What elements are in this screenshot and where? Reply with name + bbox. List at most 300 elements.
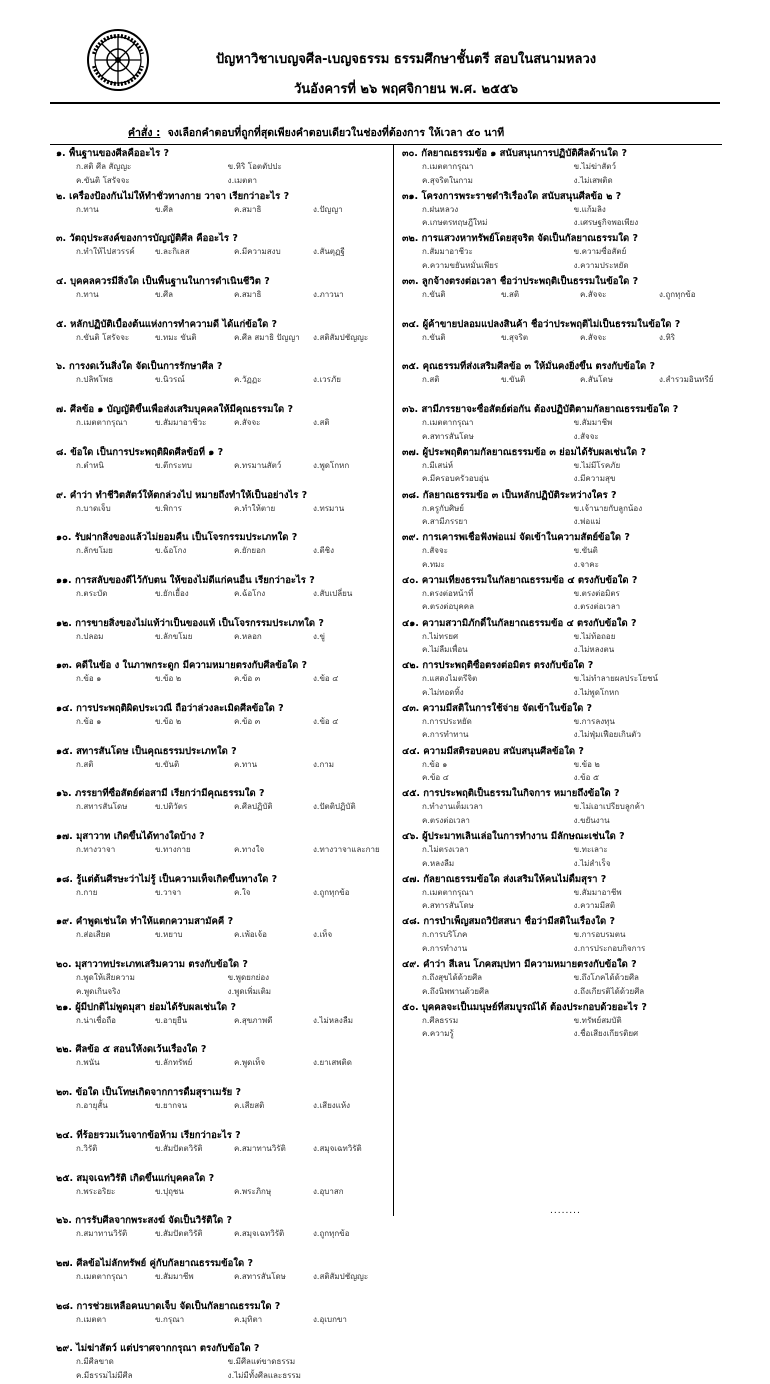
answer-option[interactable]: ค.วัฏฏะ xyxy=(234,375,262,385)
answer-option[interactable]: ง.พูดโกหก xyxy=(313,460,350,470)
answer-options xyxy=(402,331,738,345)
answer-option[interactable]: ก.ลักขโมย xyxy=(76,546,113,556)
answer-option[interactable]: ง.เท็จ xyxy=(313,930,333,940)
answer-option[interactable]: ก.เมตตากรุณา xyxy=(422,418,474,428)
answer-option[interactable]: ก.ขันติ โสรัจจะ xyxy=(76,332,130,342)
seal-logo xyxy=(86,28,150,92)
answer-option[interactable]: ก.สทารสันโดษ xyxy=(76,802,128,812)
answer-option[interactable]: ค.ใจ xyxy=(234,887,251,897)
answer-options xyxy=(402,373,738,387)
answer-option[interactable]: ก.ข้อ ๑ xyxy=(76,716,102,726)
question-item xyxy=(56,231,392,274)
answer-option[interactable]: ข.ไม่ทำลายผลประโยชน์ xyxy=(573,674,658,684)
answer-option[interactable]: ข.ข้อ ๒ xyxy=(573,759,600,769)
answer-option[interactable]: ข.ไม่ท้อถอย xyxy=(573,631,616,641)
answer-option[interactable]: ค.ยักยอก xyxy=(234,546,266,556)
question-text: ๒๒. ศีลข้อ ๕ สอนให้งดเว้นเรื่องใด ? xyxy=(56,1044,207,1056)
answer-option[interactable]: ง.ถึงเกียรติได้ด้วยศีล xyxy=(573,986,645,996)
answer-option[interactable]: ง.ไม่หลงตน xyxy=(573,645,615,655)
answer-options xyxy=(56,1313,392,1327)
left-question-column xyxy=(56,146,392,1384)
answer-option[interactable]: ข.ศีล xyxy=(155,290,173,300)
answer-option[interactable]: ค.ทาน xyxy=(234,759,258,769)
question-text: ๓. วัตถุประสงค์ของการบัญญัติศีล คืออะไร ? xyxy=(56,233,238,245)
answer-option[interactable]: ง.หิริ xyxy=(659,332,676,342)
answer-option[interactable]: ข.สัมมาชีพ xyxy=(155,1271,194,1281)
answer-option[interactable]: ข.สัมมาอาชีวะ xyxy=(155,418,207,428)
question-item xyxy=(56,1000,392,1043)
question-text: ๑. พื้นฐานของศีลคืออะไร ? xyxy=(56,148,170,159)
answer-option[interactable]: ก.ข้อ ๑ xyxy=(422,759,448,769)
answer-option[interactable]: ข.ไม่ฆ่าสัตว์ xyxy=(573,162,616,171)
answer-options xyxy=(56,502,392,516)
question-item xyxy=(56,1128,392,1171)
answer-option[interactable]: ง.ทรมาน xyxy=(313,503,345,513)
answer-option[interactable]: ง.ไม่ฟุ่มเฟือยเกินตัว xyxy=(573,730,641,740)
answer-option[interactable]: ข.สัมมาชีพ xyxy=(573,418,613,428)
answer-option[interactable]: ก.มีศีลขาด xyxy=(76,1357,114,1367)
answer-option[interactable]: ก.พระอริยะ xyxy=(76,1186,116,1196)
answer-options xyxy=(56,1227,392,1241)
answer-option[interactable]: ก.ไม่ตรงเวลา xyxy=(422,845,469,854)
answer-option[interactable]: ข.นิวรณ์ xyxy=(155,375,185,385)
answer-option[interactable]: ข.ข้อ ๒ xyxy=(155,674,182,684)
answer-option[interactable]: ง.ข้อ ๔ xyxy=(313,716,339,726)
answer-option[interactable]: ข.ศีล xyxy=(155,204,173,214)
answer-option[interactable]: ง.ไม่พูดโกหก xyxy=(573,687,620,697)
answer-option[interactable]: ง.ข้อ ๕ xyxy=(573,773,599,783)
answer-option[interactable]: ค.มีครอบครัวอบอุ่น xyxy=(422,474,489,484)
answer-option[interactable]: ก.กาย xyxy=(76,887,98,897)
answer-option[interactable]: ค.เกษตรทฤษฎีใหม่ xyxy=(422,218,488,228)
question-item xyxy=(402,701,738,744)
answer-option[interactable]: ข.ปติวัตร xyxy=(155,802,188,812)
answer-option[interactable]: ง.การประกอบกิจการ xyxy=(573,943,646,953)
answer-options xyxy=(56,800,392,814)
answer-option[interactable]: ข.กรุณา xyxy=(155,1314,185,1324)
exam-date: วันอังคารที่ ๒๖ พฤศจิกายน พ.ศ. ๒๕๕๖ xyxy=(294,82,518,97)
answer-option[interactable]: ง.อุเบกขา xyxy=(313,1314,347,1324)
question-text: ๓๑. โครงการพระราชดำริเรื่องใด สนับสนุนศีลข้อ ๒ ? xyxy=(402,190,622,202)
answer-option[interactable]: ค.ทางใจ xyxy=(234,845,265,854)
question-item xyxy=(56,488,392,531)
answer-option[interactable]: ง.อุบาสก xyxy=(313,1186,344,1196)
question-text: ๒๗. ศีลข้อไม่ลักทรัพย์ คู่กับกัลยาณธรรมข้อใด ? xyxy=(56,1257,254,1269)
answer-options xyxy=(56,1056,392,1070)
answer-option[interactable]: ข.วาจา xyxy=(155,887,182,897)
answer-option[interactable]: ง.กาม xyxy=(313,759,335,769)
answer-option[interactable]: ค.ไม่ทอดทิ้ง xyxy=(422,687,464,697)
answer-option[interactable]: ข.การลงทุน xyxy=(573,716,615,726)
answer-option[interactable]: ข.อายุยืน xyxy=(155,1015,188,1025)
answer-option[interactable]: ง.เมตตา xyxy=(227,175,258,185)
answer-option[interactable]: ง.สันตุฏฐี xyxy=(313,247,345,257)
answer-option[interactable]: ค.เพ้อเจ้อ xyxy=(234,930,267,940)
answer-option[interactable]: ค.สทารสันโดษ xyxy=(422,431,474,441)
answer-option[interactable]: ก.อายุสั้น xyxy=(76,1101,108,1111)
question-item xyxy=(56,317,392,360)
question-item xyxy=(56,1042,392,1085)
answer-option[interactable]: ง.สติสัมปชัญญะ xyxy=(313,1271,369,1281)
question-text: ๕. หลักปฏิบัติเบื้องต้นแห่งการทำความดี ได้แก่ข้อใด ? xyxy=(56,318,278,330)
right-question-column xyxy=(402,146,738,1042)
question-text: ๒๑. ผู้มีปกติไม่พูดมุสา ย่อมได้รับผลเช่นใด ? xyxy=(56,1001,236,1013)
question-item xyxy=(56,1299,392,1342)
question-text: ๘. ข้อใด เป็นการประพฤติผิดศีลข้อที่ ๑ ? xyxy=(56,446,224,458)
answer-option[interactable]: ก.ขันติ xyxy=(422,290,446,300)
question-item xyxy=(56,616,392,659)
column-divider xyxy=(393,144,394,1216)
answer-option[interactable]: ข.ขันติ xyxy=(501,375,526,385)
question-item xyxy=(56,701,392,744)
answer-option[interactable]: ค.การทำทาน xyxy=(422,730,469,740)
answer-option[interactable]: ค.ความขยันหมั่นเพียร xyxy=(422,260,499,270)
answer-options xyxy=(402,203,738,230)
answer-option[interactable]: ก.ศีลธรรม xyxy=(422,1015,459,1025)
answer-option[interactable]: ง.สัจจะ xyxy=(573,431,599,441)
question-text: ๒๐. มุสาวาทประเภทเสริมความ ตรงกับข้อใด ? xyxy=(56,959,248,971)
answer-option[interactable]: ข.ลักขโมย xyxy=(155,631,193,641)
answer-option[interactable]: ก.ฝนหลวง xyxy=(422,204,459,214)
question-text: ๔๒. การประพฤติซื่อตรงต่อมิตร ตรงกับข้อใด ? xyxy=(402,660,594,672)
answer-option[interactable]: ค.ถึงนิพพานด้วยศีล xyxy=(422,986,489,996)
answer-option[interactable]: ก.การบริโภค xyxy=(422,930,468,940)
answer-option[interactable]: ง.เศรษฐกิจพอเพียง xyxy=(573,218,639,228)
answer-option[interactable]: ง.ปัตติปฏิบัติ xyxy=(313,802,356,812)
end-mark: ........ xyxy=(550,1206,581,1216)
answer-options xyxy=(402,587,738,614)
answer-option[interactable]: ข.ขันติ xyxy=(155,759,180,769)
answer-option[interactable]: ง.สมุจเฉทวิรัติ xyxy=(313,1143,362,1153)
answer-option[interactable]: ค.สมาทานวิรัติ xyxy=(234,1143,286,1153)
answer-option[interactable]: ข.เจ้านายกับลูกน้อง xyxy=(573,503,643,513)
answer-options xyxy=(56,160,392,187)
answer-option[interactable]: ก.ตระบัด xyxy=(76,588,108,598)
answer-option[interactable]: ก.ปลิพโพธ xyxy=(76,375,114,385)
answer-option[interactable]: ค.มีความสงบ xyxy=(234,247,281,257)
answer-option[interactable]: ง.ยาเสพติด xyxy=(313,1058,352,1068)
answer-option[interactable]: ง.ขู่ xyxy=(313,631,325,641)
answer-option[interactable]: ก.พูดให้เสียความ xyxy=(76,973,135,983)
answer-option[interactable]: ก.ส่อเสียด xyxy=(76,930,111,940)
answer-option[interactable]: ค.ศีลปฏิบัติ xyxy=(234,802,273,812)
question-text: ๒. เครื่องป้องกันไม่ให้ทำชั่วทางกาย วาจา เรียกว่าอะไร ? xyxy=(56,190,290,202)
answer-options xyxy=(56,630,392,644)
answer-option[interactable]: ข.ไม่มีโรคภัย xyxy=(573,460,621,470)
answer-option[interactable]: ง.ถูกทุกข้อ xyxy=(313,887,350,897)
answer-option[interactable]: ง.สำรวมอินทรีย์ xyxy=(659,375,714,385)
answer-option[interactable]: ค.ข้อ ๓ xyxy=(234,716,261,726)
answer-option[interactable]: ค.หลอก xyxy=(234,631,262,641)
answer-option[interactable]: ง.เสียงแห้ง xyxy=(313,1101,350,1111)
question-text: ๑๒. การขายสิ่งของไม่แท้ว่าเป็นของแท้ เป็นโจรกรรมประเภทใด ? xyxy=(56,617,324,629)
answer-option[interactable]: ก.ตำหนิ xyxy=(76,460,104,470)
answer-option[interactable]: ค.ความรู้ xyxy=(422,1029,454,1039)
answer-options xyxy=(56,544,392,558)
answer-options xyxy=(56,288,392,302)
answer-option[interactable]: ค.สมุจเฉทวิรัติ xyxy=(234,1229,285,1239)
question-item xyxy=(56,445,392,488)
answer-option[interactable]: ข.สัมปัตตวิรัติ xyxy=(155,1143,203,1153)
answer-option[interactable]: ก.น่าเชื่อถือ xyxy=(76,1015,116,1025)
answer-option[interactable]: ก.เมตตากรุณา xyxy=(422,887,474,897)
answer-option[interactable]: ค.ไม่ลืมเพื่อน xyxy=(422,645,468,655)
answer-option[interactable]: ค.สันโดษ xyxy=(580,375,614,385)
answer-options xyxy=(402,630,738,657)
answer-option[interactable]: ค.ข้อ ๔ xyxy=(422,773,449,783)
question-item xyxy=(402,359,738,402)
answer-option[interactable]: ก.มีเสน่ห์ xyxy=(422,460,454,470)
answer-option[interactable]: ก.สติ ศีล สัญญะ xyxy=(76,162,132,171)
answer-option[interactable]: ข.สติ xyxy=(501,290,520,300)
answer-option[interactable]: ข.แก้มลิง xyxy=(573,204,606,214)
answer-option[interactable]: ข.ความซื่อสัตย์ xyxy=(573,247,627,257)
question-item xyxy=(402,914,738,957)
answer-option[interactable]: ก.ข้อ ๑ xyxy=(76,674,102,684)
question-item xyxy=(402,744,738,787)
question-text: ๕๐. บุคคลจะเป็นมนุษย์ที่สมบูรณ์ได้ ต้องประกอบด้วยอะไร ? xyxy=(402,1001,647,1013)
question-text: ๓๔. ผู้ค้าขายปลอมแปลงสินค้า ชื่อว่าประพฤติไม่เป็นธรรมในข้อใด ? xyxy=(402,318,681,330)
answer-options xyxy=(402,715,738,742)
answer-option[interactable]: ก.ไม่ทรยศ xyxy=(422,631,459,641)
answer-option[interactable]: ข.หยาบ xyxy=(155,930,183,940)
answer-options xyxy=(56,1014,392,1028)
answer-options xyxy=(56,203,392,217)
answer-option[interactable]: ก.ขันติ xyxy=(422,332,446,342)
answer-option[interactable]: ค.เสียสติ xyxy=(234,1101,265,1111)
question-item xyxy=(56,146,392,189)
answer-option[interactable]: ง.สติ xyxy=(313,418,330,428)
answer-option[interactable]: ก.เมตตา xyxy=(76,1314,107,1324)
answer-option[interactable]: ข.ไม่เอาเปรียบลูกค้า xyxy=(573,802,645,812)
answer-option[interactable]: ข.ตรงต่อมิตร xyxy=(573,588,620,598)
answer-option[interactable]: ค.ข้อ ๓ xyxy=(234,674,261,684)
question-text: ๓๖. สามีภรรยาจะซื่อสัตย์ต่อกัน ต้องปฏิบัติตามกัลยาณธรรมข้อใด ? xyxy=(402,404,679,416)
answer-option[interactable]: ข.ทางกาย xyxy=(155,845,191,854)
answer-option[interactable]: ข.ทมะ ขันติ xyxy=(155,332,197,342)
answer-option[interactable]: ค.สัจจะ xyxy=(580,290,607,300)
question-text: ๓๒. การแสวงหาทรัพย์โดยสุจริต จัดเป็นกัลยาณธรรมใด ? xyxy=(402,233,639,245)
answer-options xyxy=(56,971,392,998)
question-item xyxy=(402,274,738,317)
answer-option[interactable]: ข.ตีกระทบ xyxy=(155,460,192,470)
question-item xyxy=(56,658,392,701)
answer-option[interactable]: ก.เมตตากรุณา xyxy=(422,162,474,171)
answer-option[interactable]: ข.ฉ้อโกง xyxy=(155,546,187,556)
answer-option[interactable]: ก.เมตตากรุณา xyxy=(76,418,128,428)
question-item xyxy=(56,872,392,915)
answer-option[interactable]: ข.สัมมาอาชีพ xyxy=(573,887,622,897)
question-item xyxy=(56,914,392,957)
question-text: ๑๘. รู้แต่ต้นศีรษะว่าไม่รู้ เป็นความเท็จเกิดขึ้นทางใด ? xyxy=(56,873,278,885)
question-text: ๓๙. การเคารพเชื่อฟังพ่อแม่ จัดเข้าในความสัตย์ข้อใด ? xyxy=(402,532,630,544)
answer-options xyxy=(56,1142,392,1156)
answer-options xyxy=(56,416,392,430)
answer-option[interactable]: ค.สมาธิ xyxy=(234,204,262,214)
answer-option[interactable]: ก.ตรงต่อหน้าที่ xyxy=(422,588,474,598)
answer-option[interactable]: ก.ทาน xyxy=(76,204,99,214)
answer-option[interactable]: ง.ทางวาจาและกาย xyxy=(313,845,380,854)
answer-option[interactable]: ข.ทรัพย์สมบัติ xyxy=(573,1015,622,1025)
answer-option[interactable]: ข.ละกิเลส xyxy=(155,247,190,257)
answer-option[interactable]: ข.ยักเยื้อง xyxy=(155,588,189,598)
answer-option[interactable]: ง.ไม่มีทั้งศีลและธรรม xyxy=(227,1370,301,1380)
instructions-text: จงเลือกคำตอบที่ถูกที่สุดเพียงคำตอบเดียวในช่องที่ต้องการ ให้เวลา ๕๐ นาที xyxy=(167,127,505,139)
answer-option[interactable]: ง.ถูกทุกข้อ xyxy=(313,1229,350,1239)
answer-option[interactable]: ค.พูดเกินจริง xyxy=(76,986,121,996)
answer-option[interactable]: ข.ขันติ xyxy=(573,546,598,556)
question-item xyxy=(402,829,738,872)
answer-option[interactable]: ก.สัจจะ xyxy=(422,546,448,556)
answer-option[interactable]: ค.ทำให้ตาย xyxy=(234,503,276,513)
answer-option[interactable]: ง.ตรงต่อเวลา xyxy=(573,602,621,612)
answer-option[interactable]: ค.หลงลืม xyxy=(422,858,455,868)
answer-option[interactable]: ข.ปุถุชน xyxy=(155,1186,184,1196)
answer-option[interactable]: ค.ฉ้อโกง xyxy=(234,588,266,598)
answer-options xyxy=(402,886,738,913)
question-text: ๔๐. ความเที่ยงธรรมในกัลยาณธรรมข้อ ๔ ตรงกับข้อใด ? xyxy=(402,574,638,586)
answer-option[interactable]: ข.ถึงโภคได้ด้วยศีล xyxy=(573,973,639,983)
answer-option[interactable]: ง.จาคะ xyxy=(573,559,599,569)
answer-options xyxy=(56,587,392,601)
answer-option[interactable]: ข.สัมปัตตวิรัติ xyxy=(155,1229,203,1239)
instructions xyxy=(128,124,708,141)
question-item xyxy=(56,1341,392,1384)
answer-option[interactable]: ง.ขยันงาน xyxy=(573,815,610,825)
answer-option[interactable]: ข.ยากจน xyxy=(155,1101,188,1111)
question-item xyxy=(402,573,738,616)
answer-option[interactable]: ก.วิรัติ xyxy=(76,1143,98,1153)
question-item xyxy=(56,1085,392,1128)
answer-option[interactable]: ก.ปลอม xyxy=(76,631,104,641)
question-text: ๒๓. ข้อใด เป็นโทษเกิดจากการดื่มสุราเมรัย ? xyxy=(56,1087,242,1099)
answer-option[interactable]: ก.ถึงสุขได้ด้วยศีล xyxy=(422,973,483,983)
question-text: ๓๓. ลูกจ้างตรงต่อเวลา ชื่อว่าประพฤติเป็นธรรมในข้อใด ? xyxy=(402,276,639,288)
answer-option[interactable]: ก.ทาน xyxy=(76,290,99,300)
answer-option[interactable]: ก.พนัน xyxy=(76,1058,100,1068)
question-item xyxy=(56,957,392,1000)
answer-options xyxy=(56,758,392,772)
answer-option[interactable]: ก.สัมมาอาชีวะ xyxy=(422,247,473,257)
answer-option[interactable]: ค.ตรงต่อเวลา xyxy=(422,815,470,825)
question-item xyxy=(56,744,392,787)
question-item xyxy=(56,829,392,872)
answer-option[interactable]: ค.มีธรรมไม่มีศีล xyxy=(76,1370,133,1380)
answer-option[interactable]: ก.สติ xyxy=(76,759,94,769)
answer-option[interactable]: ง.เวรภัย xyxy=(313,375,341,385)
answer-option[interactable]: ข.ลักทรัพย์ xyxy=(155,1058,193,1068)
answer-option[interactable]: ข.หิริ โอตตัปปะ xyxy=(227,162,282,171)
answer-option[interactable]: ก.ทำให้ไปสวรรค์ xyxy=(76,247,135,257)
answer-option[interactable]: ค.สทารสันโดษ xyxy=(422,901,474,911)
answer-option[interactable]: ก.การประหยัด xyxy=(422,716,472,726)
answer-option[interactable]: ค.ตรงต่อบุคคล xyxy=(422,602,474,612)
answer-options xyxy=(56,459,392,473)
answer-option[interactable]: ค.ทมะ xyxy=(422,559,445,569)
answer-option[interactable]: ก.ทางวาจา xyxy=(76,845,116,854)
answer-option[interactable]: ค.ศีล สมาธิ ปัญญา xyxy=(234,332,300,342)
answer-option[interactable]: ค.พูดเท็จ xyxy=(234,1058,266,1068)
answer-option[interactable]: ค.มุทิตา xyxy=(234,1314,263,1324)
answer-option[interactable]: ง.ตีชิง xyxy=(313,546,334,556)
answer-options xyxy=(402,800,738,827)
answer-option[interactable]: ง.สับเปลี่ยน xyxy=(313,588,353,598)
answer-option[interactable]: ค.พระภิกษุ xyxy=(234,1186,272,1196)
answer-option[interactable]: ก.ครูกับศิษย์ xyxy=(422,503,464,513)
answer-option[interactable]: ก.แสดงไมตรีจิต xyxy=(422,674,478,684)
question-text: ๔๗. กัลยาณธรรมข้อใด ส่งเสริมให้คนไม่ดื่มสุรา ? xyxy=(402,873,607,885)
question-text: ๔๑. ความสวามิภักดิ์ในกัลยาณธรรมข้อ ๔ ตรงกับข้อใด ? xyxy=(402,617,637,629)
answer-option[interactable]: ง.พูดเพิ่มเติม xyxy=(227,986,272,996)
answer-option[interactable]: ข.พิการ xyxy=(155,503,182,513)
answer-option[interactable]: ค.การทำงาน xyxy=(422,943,468,953)
question-text: ๔๙. คำว่า สีเลน โภคสมฺปทา มีความหมายตรงกับข้อใด ? xyxy=(402,959,637,971)
answer-options xyxy=(402,459,738,486)
question-text: ๑๖. ภรรยาที่ซื่อสัตย์ต่อสามี เรียกว่ามีคุณธรรมใด ? xyxy=(56,788,265,800)
answer-option[interactable]: ง.มีความสุข xyxy=(573,474,616,484)
question-text: ๑๔. การประพฤติผิดประเวณี ถือว่าล่วงละเมิดศีลข้อใด ? xyxy=(56,702,284,714)
answer-options xyxy=(402,245,738,272)
answer-option[interactable]: ก.สติ xyxy=(422,375,440,385)
answer-option[interactable]: ค.สัจจะ xyxy=(234,418,261,428)
answer-option[interactable]: ก.สมาทานวิรัติ xyxy=(76,1229,128,1239)
answer-option[interactable]: ง.ข้อ ๔ xyxy=(313,674,339,684)
answer-option[interactable]: ง.ความมีสติ xyxy=(573,901,616,911)
answer-option[interactable]: ง.ความประหยัด xyxy=(573,260,629,270)
answer-option[interactable]: ง.ปัญญา xyxy=(313,204,343,214)
question-item xyxy=(402,231,738,274)
question-item xyxy=(402,488,738,531)
answer-option[interactable]: ก.เมตตากรุณา xyxy=(76,1271,128,1281)
answer-option[interactable]: ข.สุจริต xyxy=(501,332,529,342)
question-item xyxy=(402,402,738,445)
answer-option[interactable]: ค.สทารสันโดษ xyxy=(234,1271,286,1281)
answer-option[interactable]: ค.สามีภรรยา xyxy=(422,517,468,526)
answer-options xyxy=(56,1099,392,1113)
answer-option[interactable]: ง.สติสัมปชัญญะ xyxy=(313,332,369,342)
answer-option[interactable]: ง.ไม่เสพติด xyxy=(573,175,613,185)
answer-options xyxy=(56,1270,392,1284)
answer-option[interactable]: ค.สุจริตในกาม xyxy=(422,175,473,185)
answer-option[interactable]: ข.มีศีลแต่ขาดธรรม xyxy=(227,1357,296,1367)
answer-option[interactable]: ค.สัจจะ xyxy=(580,332,607,342)
answer-option[interactable]: ง.ภาวนา xyxy=(313,290,344,300)
answer-option[interactable]: ค.สมาธิ xyxy=(234,290,262,300)
question-item xyxy=(56,573,392,616)
answer-options xyxy=(56,886,392,900)
answer-option[interactable]: ข.ทะเลาะ xyxy=(573,845,608,854)
answer-options xyxy=(402,758,738,785)
header-rule xyxy=(50,102,720,104)
answer-option[interactable]: ก.บาดเจ็บ xyxy=(76,503,111,513)
question-text: ๔๔. ความมีสติรอบคอบ สนับสนุนศีลข้อใด ? xyxy=(402,745,584,757)
answer-option[interactable]: ง.ถูกทุกข้อ xyxy=(659,290,696,300)
answer-option[interactable]: ข.พูดยกย่อง xyxy=(227,973,270,983)
answer-option[interactable]: ง.ชื่อเสียงเกียรติยศ xyxy=(573,1029,639,1039)
question-text: ๑๐. รับฝากสิ่งของแล้วไม่ยอมคืน เป็นโจรกรรมประเภทใด ? xyxy=(56,532,298,544)
answer-option[interactable]: ง.ไม่หลงลืม xyxy=(313,1015,354,1025)
answer-option[interactable]: ค.สุขภาพดี xyxy=(234,1015,273,1025)
answer-option[interactable]: ง.พ่อแม่ xyxy=(573,517,601,526)
answer-option[interactable]: ข.ข้อ ๒ xyxy=(155,716,182,726)
answer-option[interactable]: ง.ไม่สำเร็จ xyxy=(573,858,611,868)
answer-option[interactable]: ข.การอบรมตน xyxy=(573,930,626,940)
answer-option[interactable]: ค.ทรมานสัตว์ xyxy=(234,460,282,470)
question-text: ๖. การงดเว้นสิ่งใด จัดเป็นการรักษาศีล ? xyxy=(56,361,223,373)
answer-options xyxy=(56,373,392,387)
answer-option[interactable]: ค.ขันติ โสรัจจะ xyxy=(76,175,130,185)
answer-option[interactable]: ก.ทำงานเต็มเวลา xyxy=(422,802,483,812)
